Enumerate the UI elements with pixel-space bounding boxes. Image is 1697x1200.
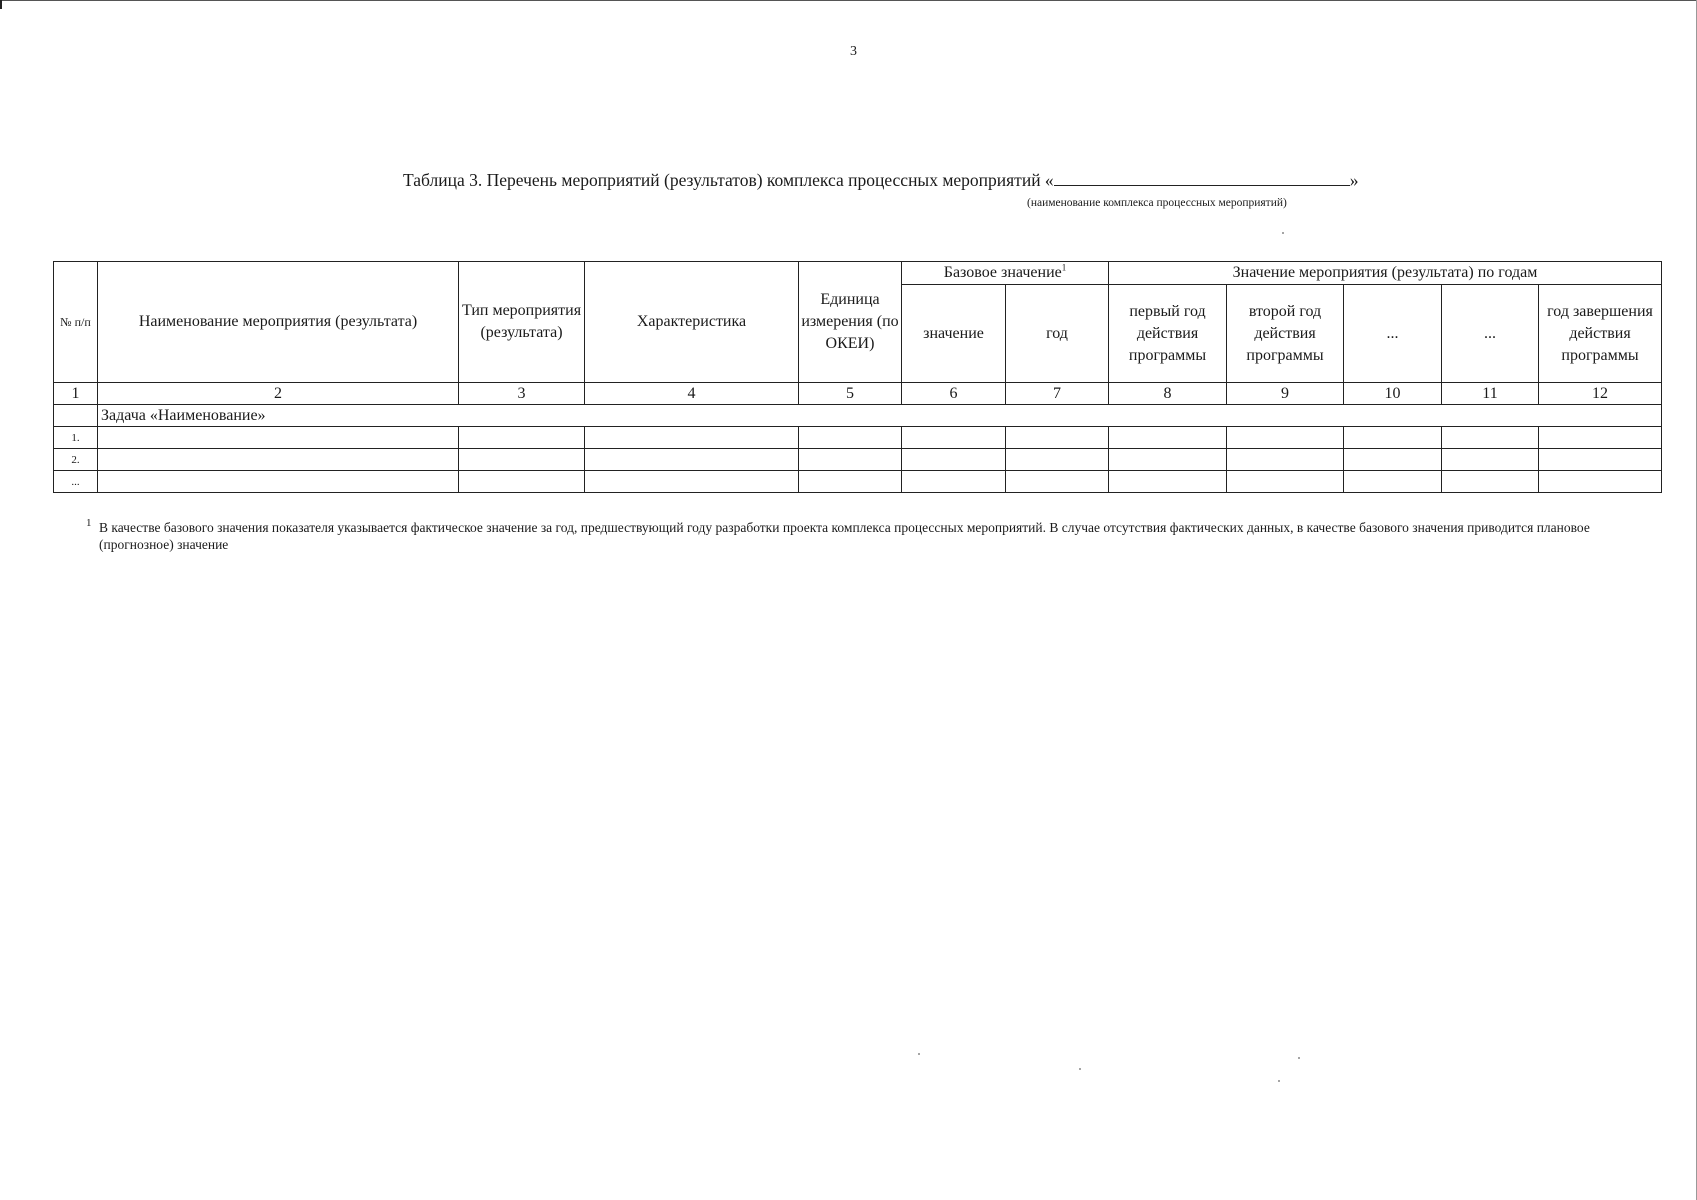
cell-base-year[interactable] <box>1006 449 1109 471</box>
row-number: ... <box>54 471 98 493</box>
cell-base-value[interactable] <box>902 449 1006 471</box>
scan-speck <box>1298 1057 1300 1059</box>
cell-name[interactable] <box>98 449 459 471</box>
cell-characteristic[interactable] <box>585 471 799 493</box>
footnote-text: В качестве базового значения показателя указывается фактическое значение за год, предшествующий году разработки проекта комплекса процессных мероприятий. В случае отсутствия фактических данных, в качестве базового значения приводится плановое (прогнозное) значение <box>99 520 1590 552</box>
table-row <box>54 471 1662 493</box>
column-number: 6 <box>902 383 1006 405</box>
scan-mark <box>0 0 2 9</box>
header-base-group <box>902 262 1109 285</box>
header-base-year: год <box>1006 285 1109 383</box>
cell-base-year[interactable] <box>1006 471 1109 493</box>
header-year-end: год завершения действия программы <box>1539 285 1662 383</box>
cell-type[interactable] <box>459 471 585 493</box>
task-row <box>54 405 1662 427</box>
cell-unit[interactable] <box>799 471 902 493</box>
scan-speck <box>1079 1068 1081 1070</box>
column-number: 8 <box>1109 383 1227 405</box>
column-number: 10 <box>1344 383 1442 405</box>
table-title-close-quote: » <box>1349 170 1359 190</box>
cell-year-mid2[interactable] <box>1442 427 1539 449</box>
cell-year-mid2[interactable] <box>1442 449 1539 471</box>
header-year1: первый год действия программы <box>1109 285 1227 383</box>
header-num: № п/п <box>54 262 98 383</box>
page-number: 3 <box>850 44 857 59</box>
header-type: Тип мероприятия (результата) <box>459 262 585 383</box>
cell-year2[interactable] <box>1227 471 1344 493</box>
column-number: 12 <box>1539 383 1662 405</box>
cell-year-end[interactable] <box>1539 449 1662 471</box>
events-table <box>53 261 1662 493</box>
cell-year1[interactable] <box>1109 449 1227 471</box>
task-row-label: Задача «Наименование» <box>98 405 1662 427</box>
cell-characteristic[interactable] <box>585 449 799 471</box>
cell-year-mid1[interactable] <box>1344 471 1442 493</box>
cell-year-mid1[interactable] <box>1344 449 1442 471</box>
cell-characteristic[interactable] <box>585 427 799 449</box>
cell-year-end[interactable] <box>1539 427 1662 449</box>
scan-edge-top <box>0 0 1697 1</box>
cell-year-mid2[interactable] <box>1442 471 1539 493</box>
header-base-group-label: Базовое значение <box>943 264 1062 281</box>
scan-speck <box>1282 232 1284 234</box>
cell-type[interactable] <box>459 449 585 471</box>
column-number: 1 <box>54 383 98 405</box>
table-row <box>54 449 1662 471</box>
table-row <box>54 427 1662 449</box>
cell-base-year[interactable] <box>1006 427 1109 449</box>
cell-year1[interactable] <box>1109 427 1227 449</box>
column-number: 7 <box>1006 383 1109 405</box>
cell-type[interactable] <box>459 427 585 449</box>
header-year2: второй год действия программы <box>1227 285 1344 383</box>
header-base-value: значение <box>902 285 1006 383</box>
cell-year2[interactable] <box>1227 427 1344 449</box>
cell-name[interactable] <box>98 427 459 449</box>
row-number: 2. <box>54 449 98 471</box>
column-number-row <box>54 383 1662 405</box>
cell-unit[interactable] <box>799 449 902 471</box>
header-base-footnote-ref: 1 <box>1061 262 1067 273</box>
table-title <box>403 170 1358 191</box>
header-characteristic: Характеристика <box>585 262 799 383</box>
cell-unit[interactable] <box>799 427 902 449</box>
title-caption: (наименование комплекса процессных мероприятий) <box>1027 197 1287 209</box>
cell-year2[interactable] <box>1227 449 1344 471</box>
column-number: 3 <box>459 383 585 405</box>
header-year-mid2: ... <box>1442 285 1539 383</box>
scan-speck <box>1278 1080 1280 1082</box>
row-number: 1. <box>54 427 98 449</box>
footnote-mark: 1 <box>86 517 92 529</box>
cell-base-value[interactable] <box>902 471 1006 493</box>
column-number: 2 <box>98 383 459 405</box>
task-row-num-cell <box>54 405 98 427</box>
header-unit: Единица измерения (по ОКЕИ) <box>799 262 902 383</box>
cell-name[interactable] <box>98 471 459 493</box>
header-year-mid1: ... <box>1344 285 1442 383</box>
header-name: Наименование мероприятия (результата) <box>98 262 459 383</box>
header-years-group: Значение мероприятия (результата) по годам <box>1109 262 1662 285</box>
cell-base-value[interactable] <box>902 427 1006 449</box>
column-number: 5 <box>799 383 902 405</box>
scan-speck <box>918 1053 920 1055</box>
column-number: 4 <box>585 383 799 405</box>
table-title-text: Таблица 3. Перечень мероприятий (результатов) комплекса процессных мероприятий « <box>403 170 1054 190</box>
cell-year-mid1[interactable] <box>1344 427 1442 449</box>
title-blank-line <box>1054 171 1350 186</box>
column-number: 9 <box>1227 383 1344 405</box>
column-number: 11 <box>1442 383 1539 405</box>
footnote <box>86 519 1666 553</box>
cell-year-end[interactable] <box>1539 471 1662 493</box>
cell-year1[interactable] <box>1109 471 1227 493</box>
